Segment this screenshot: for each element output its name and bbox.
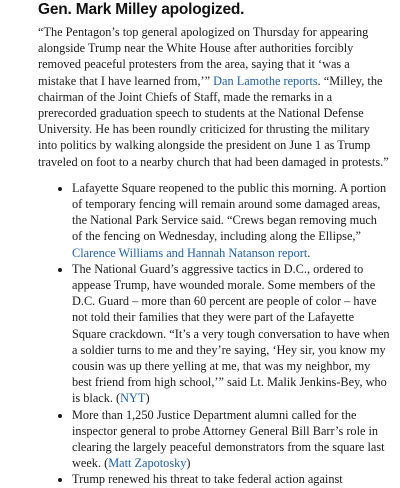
matt-zapotosky-link[interactable]: Matt Zapotosky: [108, 456, 187, 471]
bullet-text: Lafayette Square reopened to the public this morning. A portion of temporary fencing will remain around some damaged areas, the National Park Service said. “Crews began removing much of the fencing on Wednesday, including along the Ellipse,”: [72, 180, 387, 244]
nyt-link[interactable]: NYT: [120, 391, 146, 406]
dan-lamothe-link[interactable]: Dan Lamothe reports: [213, 73, 318, 88]
bullet-text: More than 1,250 Justice Department alumni called for the inspector general to probe Attorney General Bill Barr’s role in clearing the largely peaceful demonstrators from the square last week. (: [72, 407, 385, 471]
news-bullet-list: [38, 180, 390, 488]
quote-text-2: . “Milley, the chairman of the Joint Chiefs of Staff, made the remarks in a prerecorded graduation speech to students at the National Defense University. He has been roundly criticized for thrusting the military into politics by walking alongside the president on June 1 as Trump traveled on foot to a nearby church that had been damaged in protests.”: [38, 73, 389, 169]
bullet-justice-department: [72, 407, 390, 472]
bullet-text: Trump renewed his threat to take federal action against: [72, 472, 343, 487]
bullet-national-guard: [72, 261, 390, 407]
bullet-lafayette-square: [72, 180, 390, 261]
bullet-trump-threat: [72, 471, 390, 487]
quote-text-1: “The Pentagon’s top general apologized on Thursday for appearing alongside Trump near the White House after authorities forcibly removed peaceful protesters from the area, saying that it ‘was a mistake that I have learned from,’”: [38, 25, 369, 88]
williams-natanson-link[interactable]: Clarence Williams and Hannah Natanson report: [72, 245, 308, 260]
bullet-after: .: [307, 245, 311, 260]
bullet-after: ): [145, 391, 150, 406]
bullet-after: ): [186, 456, 191, 471]
bullet-text: The National Guard’s aggressive tactics in D.C., ordered to appease Trump, have wounded morale. Some members of the D.C. Guard – more than 60 percent are people of color – have not told their families that they were part of the Lafayette Square crackdown. “It’s a very tough conversation to have when a soldier turns to me and they’re saying, ‘Hey sir, you know my cousin was up there yelling at me, that was my neighbor, my best friend from high school,’” said Lt. Malik Jenkins-Bey, who is black. (: [72, 261, 390, 406]
milley-quote-paragraph: [38, 24, 390, 170]
section-heading: Gen. Mark Milley apologized.: [38, 1, 245, 18]
